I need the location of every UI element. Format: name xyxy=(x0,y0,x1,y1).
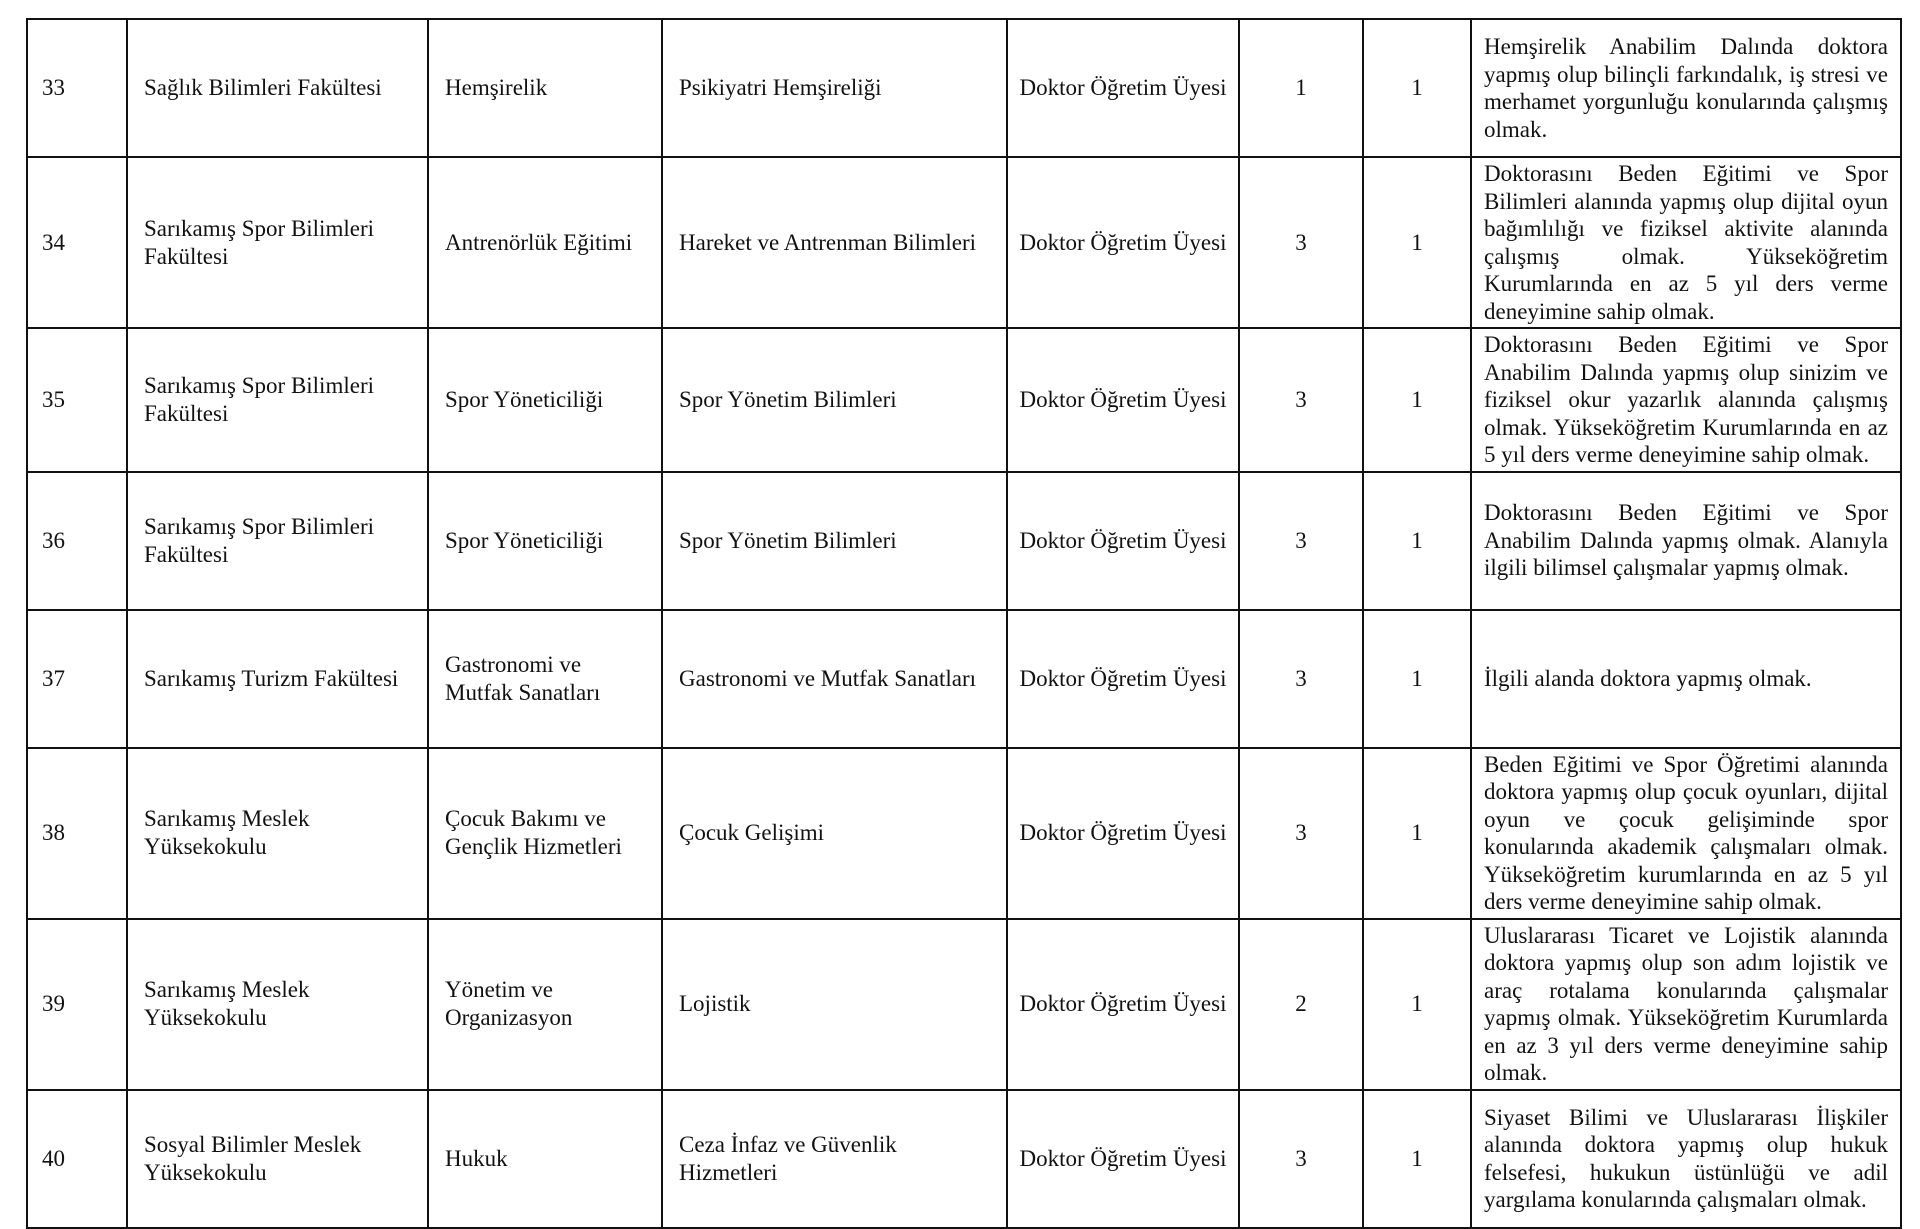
unit-name: Sarıkamış Turizm Fakültesi xyxy=(127,610,428,748)
degree-value: 3 xyxy=(1239,328,1363,472)
division-name: Ceza İnfaz ve Güvenlik Hizmetleri xyxy=(662,1090,1007,1228)
department-name: Çocuk Bakımı ve Gençlik Hizmetleri xyxy=(428,748,662,919)
division-name: Spor Yönetim Bilimleri xyxy=(662,472,1007,610)
requirement-text: Doktorasını Beden Eğitimi ve Spor Anabilim Dalında yapmış olmak. Alanıyla ilgili bilimsel çalışmalar yapmış olmak. xyxy=(1471,472,1901,610)
unit-name: Sarıkamış Meslek Yüksekokulu xyxy=(127,748,428,919)
unit-name: Sarıkamış Spor Bilimleri Fakültesi xyxy=(127,328,428,472)
division-name: Gastronomi ve Mutfak Sanatları xyxy=(662,610,1007,748)
academic-title: Doktor Öğretim Üyesi xyxy=(1007,157,1239,328)
academic-title: Doktor Öğretim Üyesi xyxy=(1007,919,1239,1090)
degree-value: 3 xyxy=(1239,610,1363,748)
degree-value: 3 xyxy=(1239,1090,1363,1228)
position-table-sheet xyxy=(26,18,1900,1212)
division-name: Spor Yönetim Bilimleri xyxy=(662,328,1007,472)
academic-title: Doktor Öğretim Üyesi xyxy=(1007,472,1239,610)
unit-name: Sarıkamış Spor Bilimleri Fakültesi xyxy=(127,472,428,610)
row-number: 35 xyxy=(27,328,127,472)
row-number: 38 xyxy=(27,748,127,919)
table-row xyxy=(27,472,1901,610)
requirement-text: Doktorasını Beden Eğitimi ve Spor Bilimleri alanında yapmış olup dijital oyun bağımlılığı ve fiziksel aktivite alanında çalışmış olmak. Yükseköğretim Kurumlarında en az 5 yıl ders verme deneyimine sahip olmak. xyxy=(1471,157,1901,328)
degree-value: 1 xyxy=(1239,19,1363,157)
table-row xyxy=(27,19,1901,157)
degree-value: 3 xyxy=(1239,157,1363,328)
table-row xyxy=(27,748,1901,919)
academic-title: Doktor Öğretim Üyesi xyxy=(1007,1090,1239,1228)
department-name: Hemşirelik xyxy=(428,19,662,157)
row-number: 39 xyxy=(27,919,127,1090)
row-number: 37 xyxy=(27,610,127,748)
academic-title: Doktor Öğretim Üyesi xyxy=(1007,748,1239,919)
academic-positions-table xyxy=(26,18,1902,1229)
degree-value: 3 xyxy=(1239,748,1363,919)
position-count: 1 xyxy=(1363,610,1471,748)
academic-title: Doktor Öğretim Üyesi xyxy=(1007,610,1239,748)
department-name: Gastronomi ve Mutfak Sanatları xyxy=(428,610,662,748)
position-count: 1 xyxy=(1363,748,1471,919)
division-name: Psikiyatri Hemşireliği xyxy=(662,19,1007,157)
row-number: 34 xyxy=(27,157,127,328)
division-name: Çocuk Gelişimi xyxy=(662,748,1007,919)
table-row xyxy=(27,328,1901,472)
position-count: 1 xyxy=(1363,472,1471,610)
position-count: 1 xyxy=(1363,157,1471,328)
requirement-text: Beden Eğitimi ve Spor Öğretimi alanında doktora yapmış olup çocuk oyunları, dijital oyun ve çocuk gelişiminde spor konularında akademik çalışmaları olmak. Yükseköğretim kurumlarında en az 5 yıl ders verme deneyimine sahip olmak. xyxy=(1471,748,1901,919)
requirement-text: İlgili alanda doktora yapmış olmak. xyxy=(1471,610,1901,748)
department-name: Antrenörlük Eğitimi xyxy=(428,157,662,328)
row-number: 36 xyxy=(27,472,127,610)
unit-name: Sosyal Bilimler Meslek Yüksekokulu xyxy=(127,1090,428,1228)
row-number: 40 xyxy=(27,1090,127,1228)
requirement-text: Doktorasını Beden Eğitimi ve Spor Anabilim Dalında yapmış olup sinizim ve fiziksel okur yazarlık alanında çalışmış olmak. Yükseköğretim Kurumlarında en az 5 yıl ders verme deneyimine sahip olmak. xyxy=(1471,328,1901,472)
degree-value: 3 xyxy=(1239,472,1363,610)
division-name: Hareket ve Antrenman Bilimleri xyxy=(662,157,1007,328)
department-name: Spor Yöneticiliği xyxy=(428,472,662,610)
academic-title: Doktor Öğretim Üyesi xyxy=(1007,19,1239,157)
unit-name: Sarıkamış Spor Bilimleri Fakültesi xyxy=(127,157,428,328)
academic-title: Doktor Öğretim Üyesi xyxy=(1007,328,1239,472)
department-name: Hukuk xyxy=(428,1090,662,1228)
position-count: 1 xyxy=(1363,19,1471,157)
position-count: 1 xyxy=(1363,328,1471,472)
table-row xyxy=(27,1090,1901,1228)
requirement-text: Siyaset Bilimi ve Uluslararası İlişkiler alanında doktora yapmış olup hukuk felsefesi, hukukun üstünlüğü ve adil yargılama konularında çalışmaları olmak. xyxy=(1471,1090,1901,1228)
unit-name: Sarıkamış Meslek Yüksekokulu xyxy=(127,919,428,1090)
requirement-text: Hemşirelik Anabilim Dalında doktora yapmış olup bilinçli farkındalık, iş stresi ve merhamet yorgunluğu konularında çalışmış olmak. xyxy=(1471,19,1901,157)
degree-value: 2 xyxy=(1239,919,1363,1090)
table-row xyxy=(27,610,1901,748)
position-count: 1 xyxy=(1363,1090,1471,1228)
department-name: Yönetim ve Organizasyon xyxy=(428,919,662,1090)
position-count: 1 xyxy=(1363,919,1471,1090)
row-number: 33 xyxy=(27,19,127,157)
table-row xyxy=(27,157,1901,328)
unit-name: Sağlık Bilimleri Fakültesi xyxy=(127,19,428,157)
requirement-text: Uluslararası Ticaret ve Lojistik alanında doktora yapmış olup son adım lojistik ve araç rotalama konularında çalışmalar yapmış olmak. Yükseköğretim Kurumlarda en az 3 yıl ders verme deneyimine sahip olmak. xyxy=(1471,919,1901,1090)
department-name: Spor Yöneticiliği xyxy=(428,328,662,472)
table-row xyxy=(27,919,1901,1090)
division-name: Lojistik xyxy=(662,919,1007,1090)
